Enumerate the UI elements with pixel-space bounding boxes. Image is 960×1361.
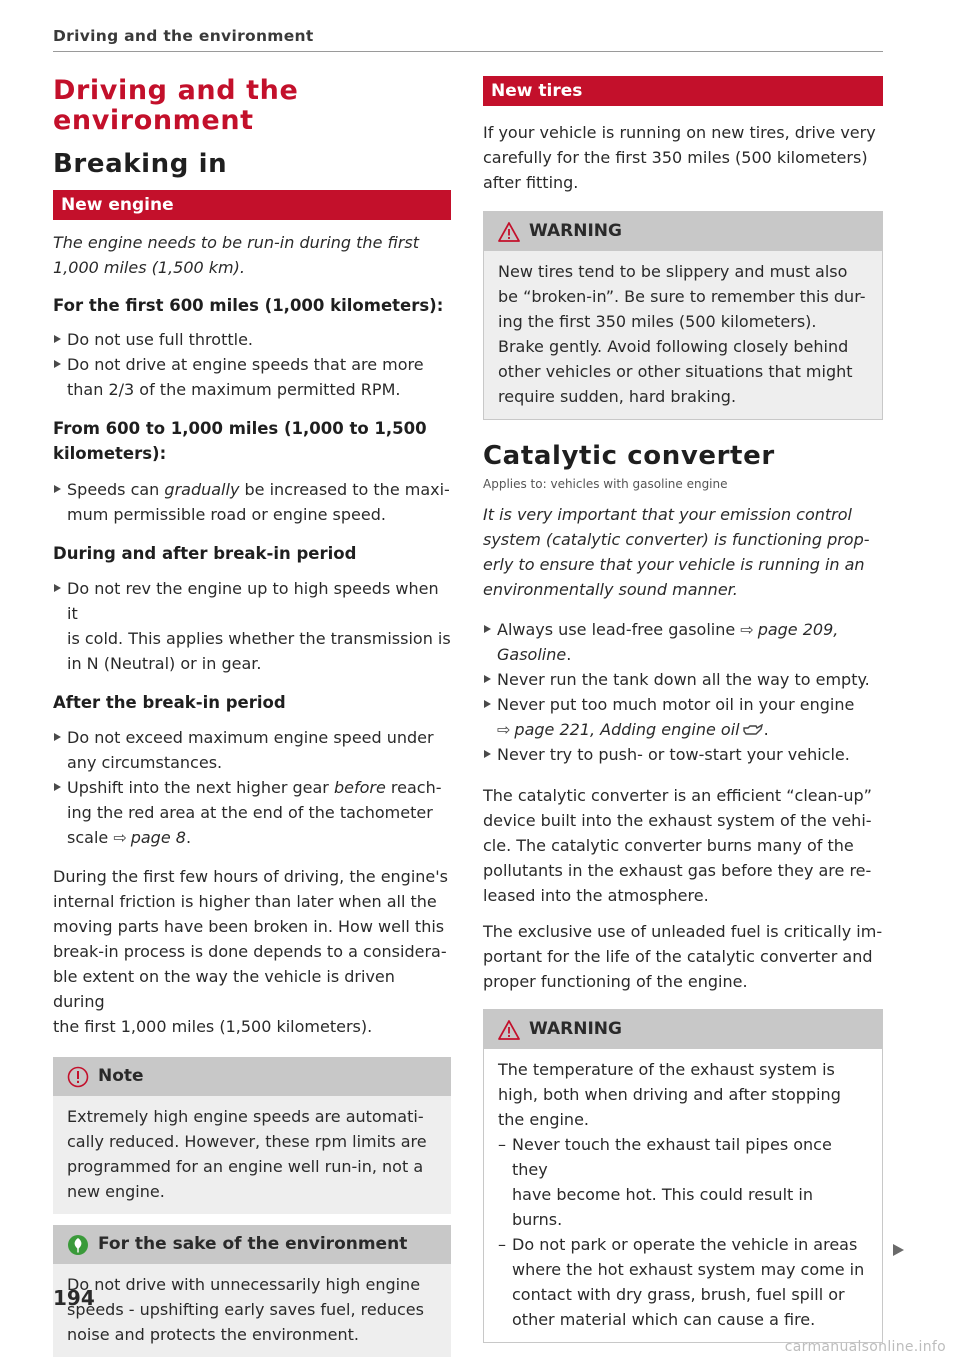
- intro-line: erly to ensure that your vehicle is running in an: [483, 555, 865, 574]
- env-line: noise and protects the environment.: [67, 1325, 359, 1344]
- note-circle-icon: [67, 1066, 89, 1088]
- catalytic-paragraph-1: [483, 783, 883, 908]
- breaking-in-title: Breaking in: [53, 149, 228, 179]
- para-line: after fitting.: [483, 173, 579, 192]
- new-engine-bar: New engine: [53, 190, 451, 220]
- env-line: Do not drive with unnecessarily high engine: [67, 1275, 421, 1294]
- header-rule: [53, 51, 883, 52]
- catalytic-title: Catalytic converter: [483, 441, 775, 471]
- right-column: [483, 76, 883, 1343]
- intro-line: 1,000 miles (1,500 km).: [53, 258, 245, 277]
- from600-list: [53, 477, 451, 527]
- text: Upshift into the next higher gear: [67, 778, 334, 797]
- warning-line: The temperature of the exhaust system is: [498, 1060, 835, 1079]
- text: Never put too much motor oil in your engine: [497, 695, 855, 714]
- para-line: carefully for the first 350 miles (500 kilometers): [483, 148, 868, 167]
- page-number: 194: [53, 1286, 95, 1310]
- text: Never touch the exhaust tail pipes once they: [512, 1135, 832, 1179]
- intro-line: environmentally sound manner.: [483, 580, 738, 599]
- oil-can-icon: [742, 724, 764, 736]
- emphasis: before: [333, 778, 386, 797]
- text: From 600 to 1,000 miles (1,000 to 1,500: [53, 419, 427, 438]
- cross-ref-link[interactable]: Gasoline: [497, 645, 567, 664]
- catalytic-intro: [483, 502, 883, 602]
- para-line: the first 1,000 miles (1,500 kilometers).: [53, 1017, 373, 1036]
- text: where the hot exhaust system may come in: [512, 1260, 865, 1279]
- list-item: [483, 617, 883, 667]
- chapter-title: [53, 76, 451, 136]
- after-list: [53, 725, 451, 850]
- text: reach-: [385, 778, 442, 797]
- warning-triangle-icon: [498, 221, 520, 243]
- para-line: proper functioning of the engine.: [483, 972, 748, 991]
- list-item: [53, 352, 451, 402]
- warning-box-exhaust: [483, 1009, 883, 1343]
- note-box-header: [53, 1057, 451, 1096]
- para-line: ble extent on the way the vehicle is driven during: [53, 967, 395, 1011]
- new-tires-paragraph: [483, 120, 883, 195]
- first600-heading: For the first 600 miles (1,000 kilometers):: [53, 296, 444, 315]
- applies-to: Applies to: vehicles with gasoline engine: [483, 477, 728, 491]
- list-item: [53, 576, 451, 676]
- cross-ref-link[interactable]: page 8: [130, 828, 186, 847]
- cross-ref-link[interactable]: page 209,: [757, 620, 839, 639]
- warning-line: the engine.: [498, 1110, 589, 1129]
- environment-leaf-icon: [67, 1234, 89, 1256]
- new-engine-intro: [53, 230, 451, 280]
- chapter-title-line1: Driving and the: [53, 75, 299, 106]
- text: Always use lead-free gasoline: [497, 620, 741, 639]
- intro-line: The engine needs to be run-in during the first: [53, 233, 420, 252]
- text: other material which can cause a fire.: [512, 1310, 816, 1329]
- list-item: [498, 1232, 868, 1332]
- list-item: [53, 477, 451, 527]
- first600-list: [53, 327, 451, 402]
- during-heading: During and after break-in period: [53, 544, 357, 563]
- text: scale: [67, 828, 114, 847]
- note-box-body: [53, 1096, 451, 1214]
- text: is cold. This applies whether the transmission is: [67, 629, 451, 648]
- list-item: [483, 692, 883, 742]
- environment-heading: For the sake of the environment: [98, 1234, 408, 1254]
- text: contact with dry grass, brush, fuel spill or: [512, 1285, 845, 1304]
- text: .: [185, 828, 192, 847]
- env-line: speeds - upshifting early saves fuel, reduces: [67, 1300, 424, 1319]
- list-item: Do not use full throttle.: [53, 327, 451, 352]
- break-in-paragraph: [53, 864, 451, 1039]
- text: Speeds can: [67, 480, 165, 499]
- para-line: pollutants in the exhaust gas before they are re-: [483, 861, 872, 880]
- intro-line: It is very important that your emission control: [483, 505, 852, 524]
- text: Do not exceed maximum engine speed under: [67, 728, 434, 747]
- warning-line: New tires tend to be slippery and must also: [498, 262, 848, 281]
- environment-box: [53, 1225, 451, 1357]
- note-box: [53, 1057, 451, 1214]
- warning-box-body: [484, 1049, 882, 1342]
- text: .: [763, 720, 769, 739]
- para-line: internal friction is higher than later when all the: [53, 892, 437, 911]
- warning-line: require sudden, hard braking.: [498, 387, 737, 406]
- warning-triangle-icon: [498, 1019, 520, 1041]
- warning-box-body: [484, 251, 882, 419]
- during-list: [53, 576, 451, 676]
- para-line: The catalytic converter is an efficient “clean-up”: [483, 786, 872, 805]
- para-line: cle. The catalytic converter burns many of the: [483, 836, 854, 855]
- text: .: [566, 645, 572, 664]
- note-line: new engine.: [67, 1182, 165, 1201]
- cross-ref-link[interactable]: page 221, Adding engine oil: [514, 720, 740, 739]
- warning-line: be “broken-in”. Be sure to remember this dur-: [498, 287, 866, 306]
- text: any circumstances.: [67, 753, 223, 772]
- continue-arrow-icon[interactable]: [893, 1244, 904, 1256]
- text: in N (Neutral) or in gear.: [67, 654, 262, 673]
- list-item: Never run the tank down all the way to empty.: [483, 667, 883, 692]
- running-header: Driving and the environment: [53, 27, 314, 45]
- left-column: [53, 76, 451, 1357]
- para-line: The exclusive use of unleaded fuel is critically im-: [483, 922, 883, 941]
- warning-line: high, both when driving and after stopping: [498, 1085, 841, 1104]
- text: mum permissible road or engine speed.: [67, 505, 386, 524]
- catalytic-paragraph-2: [483, 919, 883, 994]
- environment-box-header: [53, 1225, 451, 1264]
- warning-box-header: [484, 1010, 882, 1049]
- new-tires-bar: New tires: [483, 76, 883, 106]
- text: Do not rev the engine up to high speeds when it: [67, 579, 439, 623]
- chapter-title-line2: environment: [53, 105, 254, 136]
- note-line: Extremely high engine speeds are automati-: [67, 1107, 424, 1126]
- catalytic-list: [483, 617, 883, 767]
- cross-ref-arrow-icon: ⇨: [740, 620, 754, 639]
- cross-ref-arrow-icon: ⇨: [113, 828, 127, 847]
- watermark: carmanualsonline.info: [784, 1339, 946, 1355]
- text: have become hot. This could result in burns.: [512, 1185, 813, 1229]
- text: be increased to the maxi-: [239, 480, 450, 499]
- from600-heading: [53, 416, 451, 466]
- note-line: programmed for an engine well run-in, not a: [67, 1157, 424, 1176]
- para-line: break-in process is done depends to a considera-: [53, 942, 447, 961]
- warning-heading: WARNING: [529, 1019, 622, 1039]
- intro-line: system (catalytic converter) is functioning prop-: [483, 530, 870, 549]
- text: kilometers):: [53, 444, 167, 463]
- after-heading: After the break-in period: [53, 693, 286, 712]
- list-item: [53, 775, 451, 850]
- para-line: During the first few hours of driving, the engine's: [53, 867, 448, 886]
- text: Do not park or operate the vehicle in areas: [512, 1235, 858, 1254]
- warning-line: other vehicles or other situations that might: [498, 362, 853, 381]
- text: ing the red area at the end of the tachometer: [67, 803, 433, 822]
- warning-line: ing the first 350 miles (500 kilometers).: [498, 312, 817, 331]
- note-line: cally reduced. However, these rpm limits are: [67, 1132, 427, 1151]
- warning-box-tires: [483, 211, 883, 420]
- para-line: leased into the atmosphere.: [483, 886, 709, 905]
- list-item: [498, 1132, 868, 1232]
- note-heading: Note: [98, 1066, 144, 1086]
- para-line: portant for the life of the catalytic converter and: [483, 947, 873, 966]
- para-line: moving parts have been broken in. How well this: [53, 917, 445, 936]
- text: than 2/3 of the maximum permitted RPM.: [67, 380, 401, 399]
- emphasis: gradually: [164, 480, 240, 499]
- warning-box-header: [484, 212, 882, 251]
- list-item: Never try to push- or tow-start your vehicle.: [483, 742, 883, 767]
- warning-heading: WARNING: [529, 221, 622, 241]
- environment-box-body: [53, 1264, 451, 1357]
- para-line: If your vehicle is running on new tires, drive very: [483, 123, 876, 142]
- para-line: device built into the exhaust system of the vehi-: [483, 811, 872, 830]
- warning-line: Brake gently. Avoid following closely behind: [498, 337, 849, 356]
- list-item: [53, 725, 451, 775]
- text: Do not drive at engine speeds that are more: [67, 355, 424, 374]
- cross-ref-arrow-icon: ⇨: [497, 720, 511, 739]
